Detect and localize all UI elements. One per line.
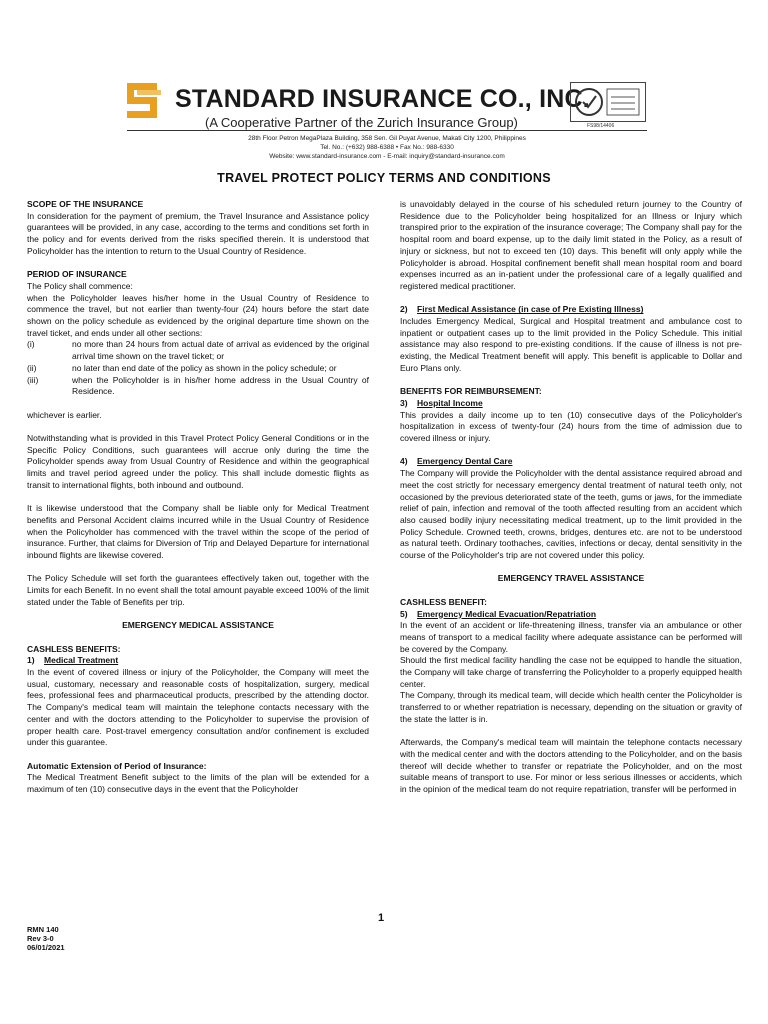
phone-line: Tel. No.: (+632) 988-6388 • Fax No.: 988-6330: [320, 144, 454, 151]
header-divider: [127, 130, 647, 131]
paragraph: The Company, through its medical team, will decide which health center the Policyholder is transferred to or whether repatriation is necessary, depending on the situation or gravity of the state the latter is in.: [400, 690, 742, 724]
section-heading-centered: EMERGENCY TRAVEL ASSISTANCE: [497, 573, 645, 584]
paragraph: The Company will provide the Policyholder with the dental assistance required abroad and meet the cost strictly for necessary emergency dental treatment of natural teeth only, not occasioned by the previous deteriorated state of the teeth, gums or jaws, for the immediate relief of pain, infection and removal of the tooth affected resulting from an accident which also caused bodily injury necessitating medical treatment, up to the limit provided in the Policy Schedule. Crowned teeth, crowns, bridges, dentures etc. are not to be understood as natural teeth. Ordinary toothaches, cavities, infections or decay, dental sensitivity in the course of the Policyholder's trip are not covered under this policy.: [400, 468, 742, 561]
benefit-title: Medical Treatment: [44, 655, 119, 666]
page-number: 1: [378, 912, 385, 924]
paragraph: when the Policyholder leaves his/her home in the Usual Country of Residence to commence the travel, but not earlier than twenty-four (24) hours before the start date shown on the policy schedule as evidenced by the original departure time shown on the travel ticket, and ends under all other sections:: [27, 292, 369, 338]
paragraph: Includes Emergency Medical, Surgical and Hospital treatment and ambulance cost to inpatient or outpatient cases up to the limit provided in the Policy Schedule. This initial assistance may also respond to pre-existing conditions. If the cause of illness is not pre-existing, the Medical Treatment benefit will apply. This benefit is applicable to Dollar and Euro Plans only.: [400, 316, 742, 373]
benefit-heading: [400, 398, 742, 410]
list-item-text: when the Policyholder is in his/her home address in the Usual Country of Residence.: [72, 374, 369, 397]
form-code: RMN 140: [27, 925, 59, 934]
list-item-text: no more than 24 hours from actual date of arrival as evidenced by the original arrival time shown on the travel ticket; or: [72, 339, 369, 362]
right-column: [400, 199, 742, 796]
paragraph: Afterwards, the Company's medical team will maintain the telephone contacts necessary with the medical center and with the doctors attending to the Policyholder, and on the basis thereof will decide whether to transfer or repatriate the Policyholder, and on the most suitable means of transport to use. For minor or less serious illnesses or accidents, which in the opinion of the medical team do not require repatriation, transfer will be performed in: [400, 737, 742, 795]
benefit-number: 5): [400, 608, 408, 619]
benefit-title: Hospital Income: [417, 397, 483, 408]
section-heading: CASHLESS BENEFIT:: [400, 596, 487, 607]
section-heading: SCOPE OF THE INSURANCE: [27, 199, 144, 209]
period-list: [27, 339, 369, 398]
company-tagline: (A Cooperative Partner of the Zurich Insurance Group): [205, 115, 518, 130]
benefit-number: 4): [400, 456, 408, 467]
paragraph: The Medical Treatment Benefit subject to the limits of the plan will be extended for a maximum of ten (10) consecutive days in the event that the Policyholder: [27, 772, 369, 795]
paragraph: In consideration for the payment of premium, the Travel Insurance and Assistance policy guarantees will be provided, in any case, according to the terms and conditions set forth in the policy and for events derived from the risks specified therein. It is understood that Policyholder has the intention to return to the Usual Country of Residence.: [27, 210, 369, 256]
paragraph: The Policy shall commence:: [27, 280, 133, 291]
revision: Rev 3-0: [27, 934, 54, 943]
benefit-number: 3): [400, 397, 408, 408]
certification-code: FS98/14406: [587, 123, 615, 129]
list-item: [27, 339, 369, 362]
benefit-title: First Medical Assistance (in case of Pre Existing Illness): [417, 304, 644, 315]
company-name: STANDARD INSURANCE CO., INC.: [175, 85, 590, 113]
list-item-number: (iii): [27, 374, 39, 385]
paragraph: The Policy Schedule will set forth the guarantees effectively taken out, together with the Limits for each Benefit. In no event shall the total amount payable exceed 100% of the limit stated under the Table of Benefits per trip.: [27, 573, 369, 607]
list-item-number: (i): [27, 339, 35, 350]
list-item: [27, 375, 369, 398]
document-title: TRAVEL PROTECT POLICY TERMS AND CONDITIONS: [217, 171, 551, 185]
contact-line: Website: www.standard-insurance.com - E-mail: inquiry@standard-insurance.com: [269, 153, 505, 160]
benefit-title: Emergency Dental Care: [417, 456, 513, 467]
benefit-heading: [400, 456, 742, 468]
benefit-number: 1): [27, 655, 35, 666]
paragraph: whichever is earlier.: [27, 409, 102, 420]
paragraph: In the event of covered illness or injury of the Policyholder, the Company will meet the usual, customary, necessary and reasonable costs of hospitalization, surgery, medical fees, professional fees and pharmaceutical products, prescribed by the attending doctor. The Company's medical team will maintain the telephone contacts necessary with the center and with the doctors attending to the Policyholder to supervise the provision of proper health care. Post-travel emergency consultation and/or confinement is excluded under this guarantee.: [27, 667, 369, 748]
document-footer: [27, 925, 65, 952]
benefit-number: 2): [400, 304, 408, 315]
benefit-title: Emergency Medical Evacuation/Repatriation: [417, 608, 597, 619]
left-column: [27, 199, 369, 796]
list-item: [27, 363, 369, 375]
paragraph: In the event of an accident or life-threatening illness, transfer via an ambulance or other means of transport to a medical facility where adequate assistance can be performed will be covered by the Company.: [400, 620, 742, 654]
certification-badge-icon: [570, 82, 646, 122]
paragraph: is unavoidably delayed in the course of his scheduled return journey to the Country of Residence due to the Policyholder being hospitalized for an Illness or Injury which transpired prior to the expiration of the insurance coverage; The Company shall pay for the hospital room and board expense, up to the daily limit stated in the Policy, as a result of injury or sickness, but not to exceed ten (10) days. This benefit will only apply while the Policyholder is abroad. Hospital confinement benefit shall mean hospital room and board expenses incurred as an in-patient under the professional care of a legally qualified and registered medical practitioner.: [400, 199, 742, 291]
section-heading: Automatic Extension of Period of Insurance:: [27, 760, 207, 771]
paragraph: This provides a daily income up to ten (10) consecutive days of the Policyholder's hospitalization in excess of twenty-four (24) hours from the time of admission due to covered illness or injury.: [400, 409, 742, 444]
benefit-heading: [400, 304, 742, 316]
section-heading: PERIOD OF INSURANCE: [27, 269, 127, 280]
paragraph: Notwithstanding what is provided in this Travel Protect Policy General Conditions or in the Specific Policy Conditions, such guarantees will accrue only during the time the Policyholder spends away from Usual Country of Residence and within the geographical limits and travel period agreed under the policy. This shall include domestic flights as transit to international flights, both inbound and outbound.: [27, 433, 369, 490]
section-heading-centered: EMERGENCY MEDICAL ASSISTANCE: [122, 620, 274, 631]
benefit-heading: [400, 609, 742, 621]
list-item-text: no later than end date of the policy as shown in the policy schedule; or: [72, 362, 337, 373]
address-line: 28th Floor Petron MegaPlaza Building, 358 Sen. Gil Puyat Avenue, Makati City 1200, Philippines: [248, 135, 526, 142]
section-heading: BENEFITS FOR REIMBURSEMENT:: [400, 386, 542, 397]
company-logo-icon: [127, 83, 164, 120]
list-item-number: (ii): [27, 362, 37, 373]
benefit-heading: [27, 655, 369, 667]
paragraph: It is likewise understood that the Company shall be liable only for Medical Treatment benefits and Personal Accident claims incurred while in the Usual Country of Residence when the Policyholder has commenced with the travel within the scope of the period of insurance. Further, that claims for Diversion of Trip and Delayed Departure for international inbound flights are likewise covered.: [27, 503, 369, 561]
revision-date: 06/01/2021: [27, 943, 65, 952]
paragraph: Should the first medical facility handling the case not be equipped to handle the situation, the Company will take charge of transferring the Policyholder to a properly equipped health center.: [400, 655, 742, 689]
section-heading: CASHLESS BENEFITS:: [27, 643, 121, 654]
